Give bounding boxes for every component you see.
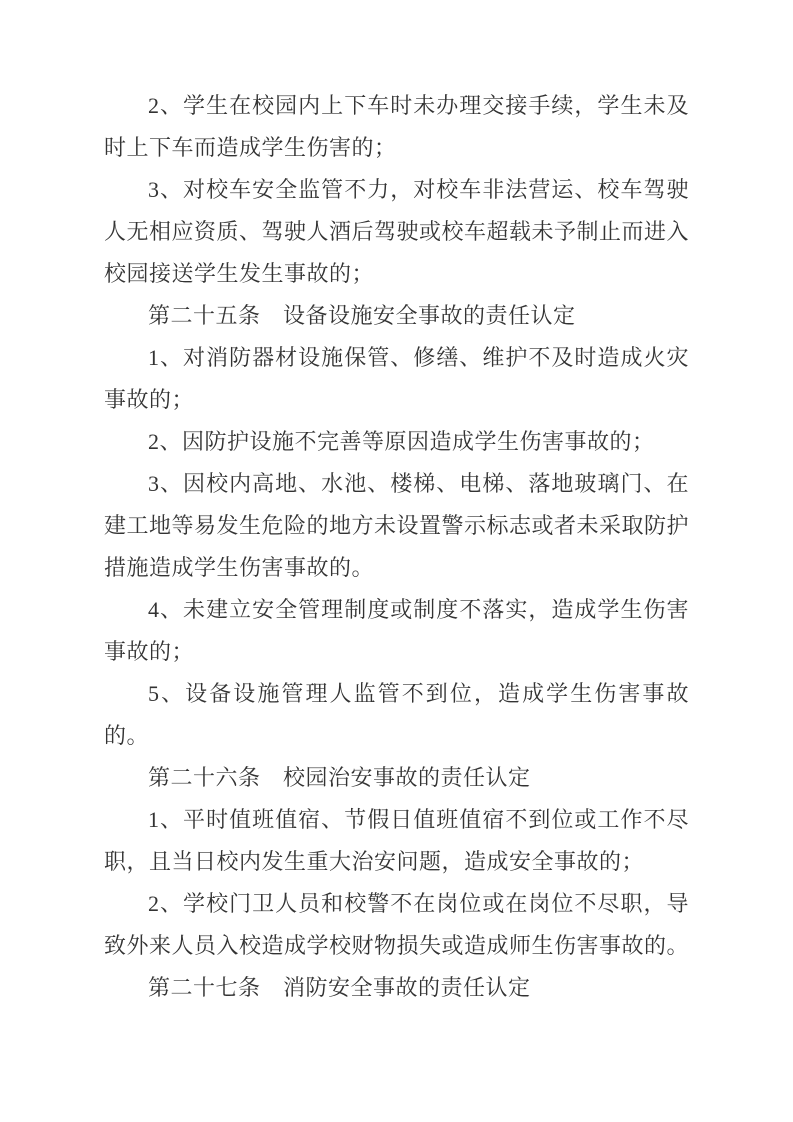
paragraph: 2、因防护设施不完善等原因造成学生伤害事故的； — [148, 429, 655, 454]
paragraph: 1、对消防器材设施保管、修缮、维护不及时造成火灾事故的； — [104, 345, 689, 412]
paragraph: 3、因校内高地、水池、楼梯、电梯、落地玻璃门、在建工地等易发生危险的地方未设置警示标志或者未采取防护措施造成学生伤害事故的。 — [104, 471, 690, 580]
section-heading: 第二十七条 消防安全事故的责任认定 — [148, 975, 531, 1000]
paragraph: 2、学生在校园内上下车时未办理交接手续，学生未及时上下车而造成学生伤害的； — [104, 93, 689, 160]
section-heading: 第二十五条 设备设施安全事故的责任认定 — [148, 303, 576, 328]
paragraph: 3、对校车安全监管不力，对校车非法营运、校车驾驶人无相应资质、驾驶人酒后驾驶或校车超载未予制止而进入校园接送学生发生事故的； — [104, 177, 690, 286]
paragraph: 5、设备设施管理人监管不到位，造成学生伤害事故的。 — [104, 681, 689, 748]
section-heading: 第二十六条 校园治安事故的责任认定 — [148, 765, 531, 790]
paragraph: 4、未建立安全管理制度或制度不落实，造成学生伤害事故的； — [104, 597, 689, 664]
paragraph: 2、学校门卫人员和校警不在岗位或在岗位不尽职，导致外来人员入校造成学校财物损失或造成师生伤害事故的。 — [104, 891, 690, 958]
paragraph: 1、平时值班值宿、节假日值班值宿不到位或工作不尽职，且当日校内发生重大治安问题，造成安全事故的； — [104, 807, 689, 874]
